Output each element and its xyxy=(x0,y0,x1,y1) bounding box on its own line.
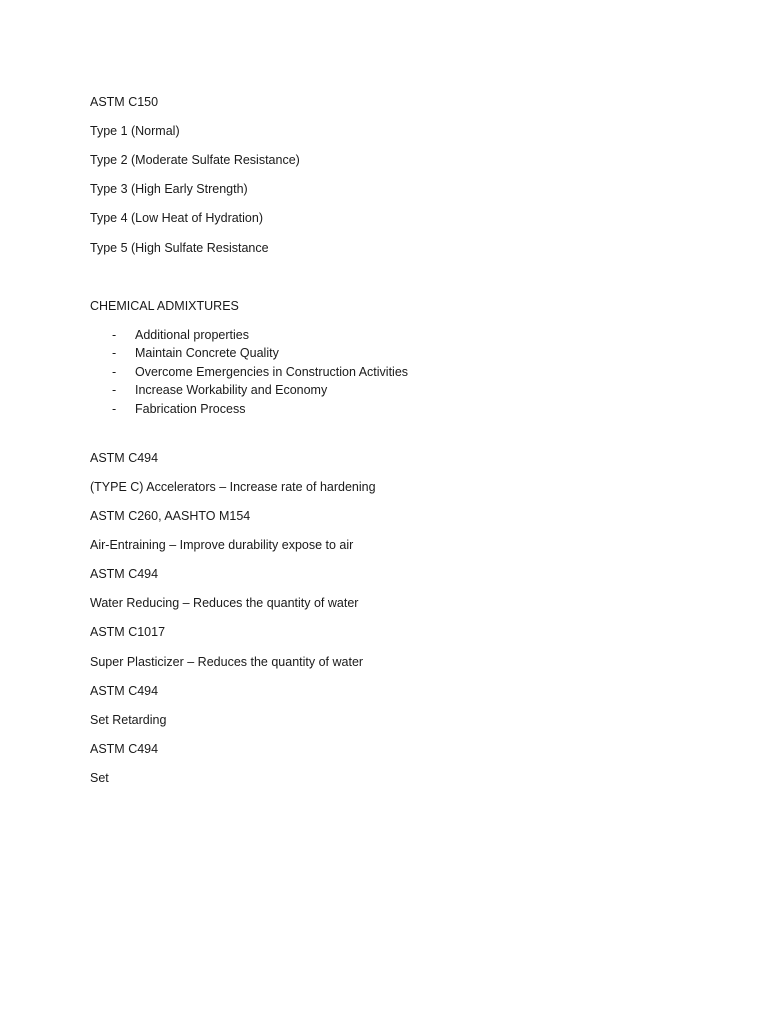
cement-type-3: Type 3 (High Early Strength) xyxy=(90,182,248,196)
list-item: Fabrication Process xyxy=(135,402,246,416)
admixture-description: Set xyxy=(90,771,109,785)
admixture-description: Air-Entraining – Improve durability expose to air xyxy=(90,538,354,552)
list-item: Additional properties xyxy=(135,328,249,342)
list-bullet: - xyxy=(112,402,117,416)
list-bullet: - xyxy=(112,346,117,360)
list-bullet: - xyxy=(112,365,117,379)
cement-standard-heading: ASTM C150 xyxy=(90,95,159,109)
admixture-description: Set Retarding xyxy=(90,713,167,727)
admixture-standard: ASTM C494 xyxy=(90,567,159,581)
list-item: Increase Workability and Economy xyxy=(135,383,328,397)
admixture-standard: ASTM C1017 xyxy=(90,625,166,639)
cement-type-1: Type 1 (Normal) xyxy=(90,124,180,138)
list-bullet: - xyxy=(112,383,117,397)
admixture-standard: ASTM C260, AASHTO M154 xyxy=(90,509,251,523)
list-bullet: - xyxy=(112,328,117,342)
list-item: Maintain Concrete Quality xyxy=(135,346,279,360)
admixture-standard: ASTM C494 xyxy=(90,451,159,465)
cement-type-5: Type 5 (High Sulfate Resistance xyxy=(90,241,269,255)
admixture-description: Water Reducing – Reduces the quantity of water xyxy=(90,596,359,610)
admixture-standard: ASTM C494 xyxy=(90,684,159,698)
cement-type-4: Type 4 (Low Heat of Hydration) xyxy=(90,211,263,225)
list-item: Overcome Emergencies in Construction Activities xyxy=(135,365,409,379)
admixture-standard: ASTM C494 xyxy=(90,742,159,756)
admixture-description: Super Plasticizer – Reduces the quantity of water xyxy=(90,655,364,669)
admixtures-heading: CHEMICAL ADMIXTURES xyxy=(90,299,239,313)
cement-type-2: Type 2 (Moderate Sulfate Resistance) xyxy=(90,153,300,167)
admixture-description: (TYPE C) Accelerators – Increase rate of hardening xyxy=(90,480,376,494)
